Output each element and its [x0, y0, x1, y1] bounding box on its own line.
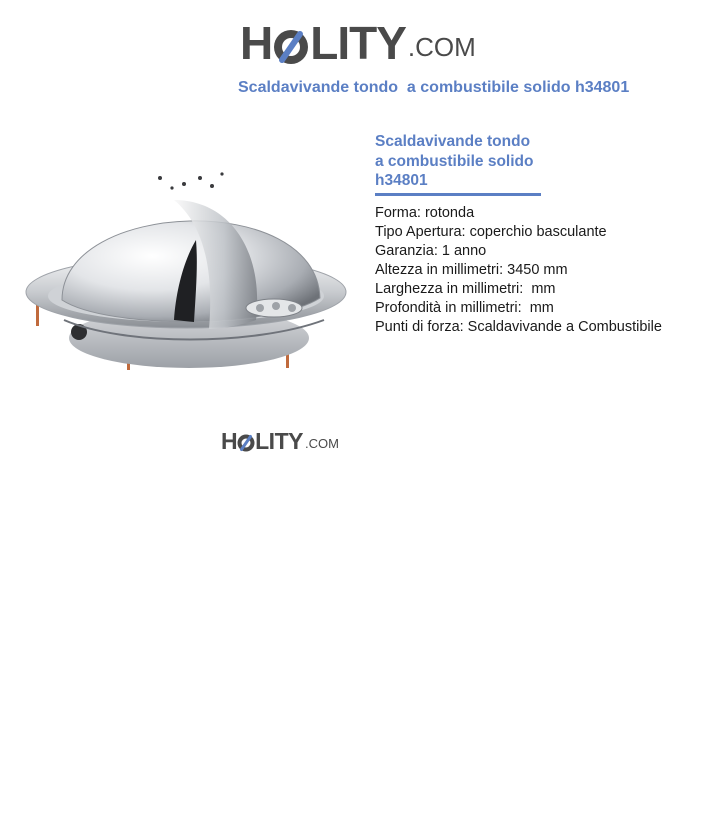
logo-letters-rest-small: LITY [255, 428, 303, 454]
globe-icon [273, 26, 309, 62]
chafing-dish-photo-icon [24, 160, 352, 374]
product-heading [375, 132, 550, 191]
logo-letter-h: H [240, 17, 273, 69]
spec-height: Altezza in millimetri: 3450 mm [375, 262, 568, 278]
spec-strengths: Punti di forza: Scaldavivande a Combustibile [375, 319, 662, 335]
logo-letters-rest: LITY [310, 17, 406, 69]
spec-shape: Forma: rotonda [375, 205, 475, 221]
logo-domain-suffix-small: .COM [304, 436, 339, 451]
heading-divider [375, 193, 541, 196]
product-heading-line: a combustibile solido [375, 152, 534, 170]
brand-logo[interactable] [240, 14, 476, 69]
logo-wordmark [240, 17, 406, 69]
logo-wordmark-small [221, 430, 303, 453]
product-heading-line: Scaldavivande tondo [375, 133, 531, 150]
logo-letter-h-small: H [221, 428, 238, 454]
globe-icon-small [237, 433, 255, 451]
spec-opening-type: Tipo Apertura: coperchio basculante [375, 224, 607, 240]
logo-domain-suffix: .COM [407, 32, 476, 62]
product-image [24, 160, 352, 374]
brand-logo-small[interactable] [221, 427, 339, 453]
spec-list [375, 204, 662, 337]
spec-width: Larghezza in millimetri: mm [375, 281, 556, 297]
spec-warranty: Garanzia: 1 anno [375, 243, 487, 259]
spec-depth: Profondità in millimetri: mm [375, 300, 554, 316]
product-heading-line: h34801 [375, 172, 428, 189]
page-title: Scaldavivande tondo a combustibile solido h34801 [238, 79, 630, 96]
